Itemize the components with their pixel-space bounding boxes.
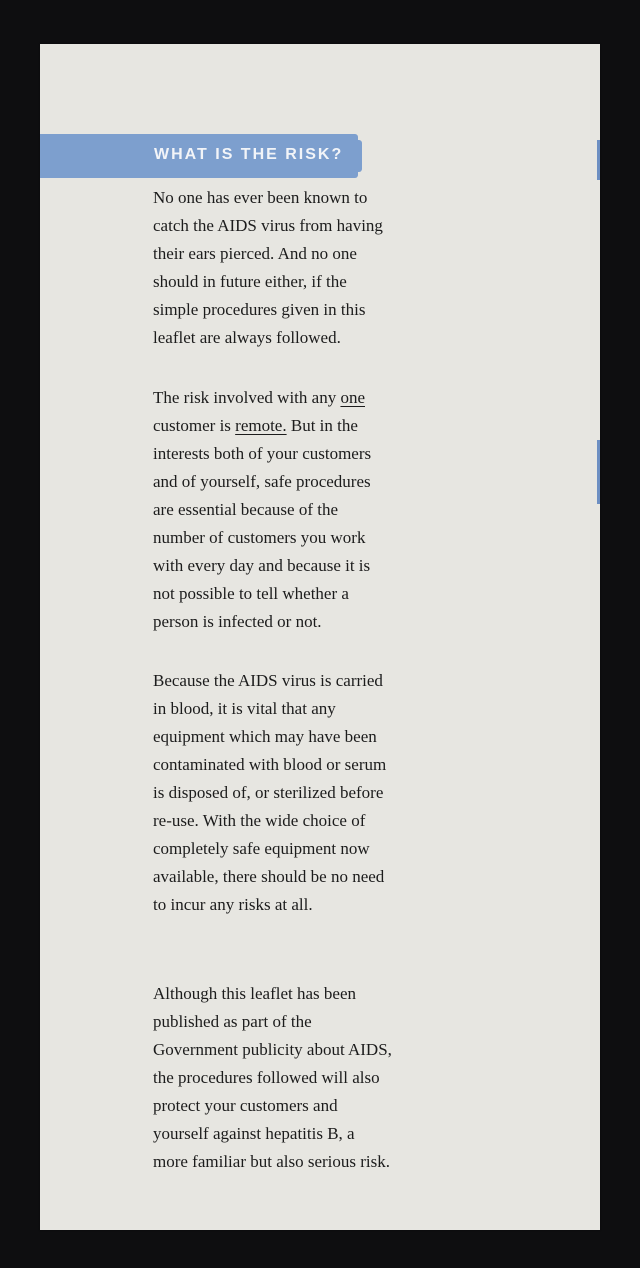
paragraph-blood-equipment <box>153 667 453 919</box>
underlined-word: remote. <box>235 416 287 435</box>
section-heading: WHAT IS THE RISK? <box>154 146 344 163</box>
text-fragment: The risk involved with any <box>153 388 341 407</box>
leaflet-page <box>40 44 600 1230</box>
text-line: yourself against hepatitis B, a <box>153 1124 355 1143</box>
text-line <box>153 412 453 440</box>
text-line: more familiar but also serious risk. <box>153 1152 391 1171</box>
text-line: contaminated with blood or serum <box>153 755 387 774</box>
text-line: should in future either, if the <box>153 272 347 291</box>
text-line <box>153 384 453 412</box>
text-fragment: But in the <box>286 416 358 435</box>
text-line: person is infected or not. <box>153 612 322 631</box>
text-line: interests both of your customers <box>153 444 372 463</box>
text-line: completely safe equipment now <box>153 839 370 858</box>
text-line: with every day and because it is <box>153 556 371 575</box>
text-line: catch the AIDS virus from having <box>153 216 383 235</box>
text-line: is disposed of, or sterilized before <box>153 783 384 802</box>
text-line: not possible to tell whether a <box>153 584 349 603</box>
edge-color-mark <box>597 440 600 504</box>
underlined-word: one <box>340 388 365 407</box>
text-line: No one has ever been known to <box>153 188 368 207</box>
text-line: available, there should be no need <box>153 867 385 886</box>
text-line: leaflet are always followed. <box>153 328 341 347</box>
text-line: the procedures followed will also <box>153 1068 380 1087</box>
paragraph-risk-remote <box>153 384 453 636</box>
text-line: published as part of the <box>153 1012 312 1031</box>
text-line: Government publicity about AIDS, <box>153 1040 392 1059</box>
edge-color-mark <box>597 140 600 180</box>
text-line: number of customers you work <box>153 528 366 547</box>
paragraph-risk-intro <box>153 184 453 352</box>
text-line: re-use. With the wide choice of <box>153 811 366 830</box>
text-line: to incur any risks at all. <box>153 895 313 914</box>
text-line: protect your customers and <box>153 1096 338 1115</box>
text-line: are essential because of the <box>153 500 339 519</box>
text-line: Although this leaflet has been <box>153 984 357 1003</box>
text-line: equipment which may have been <box>153 727 377 746</box>
text-line: and of yourself, safe procedures <box>153 472 371 491</box>
text-line: simple procedures given in this <box>153 300 366 319</box>
text-line: their ears pierced. And no one <box>153 244 357 263</box>
text-line: Because the AIDS virus is carried <box>153 671 383 690</box>
text-line: in blood, it is vital that any <box>153 699 336 718</box>
text-fragment: customer is <box>153 416 236 435</box>
paragraph-hepatitis <box>153 980 453 1176</box>
